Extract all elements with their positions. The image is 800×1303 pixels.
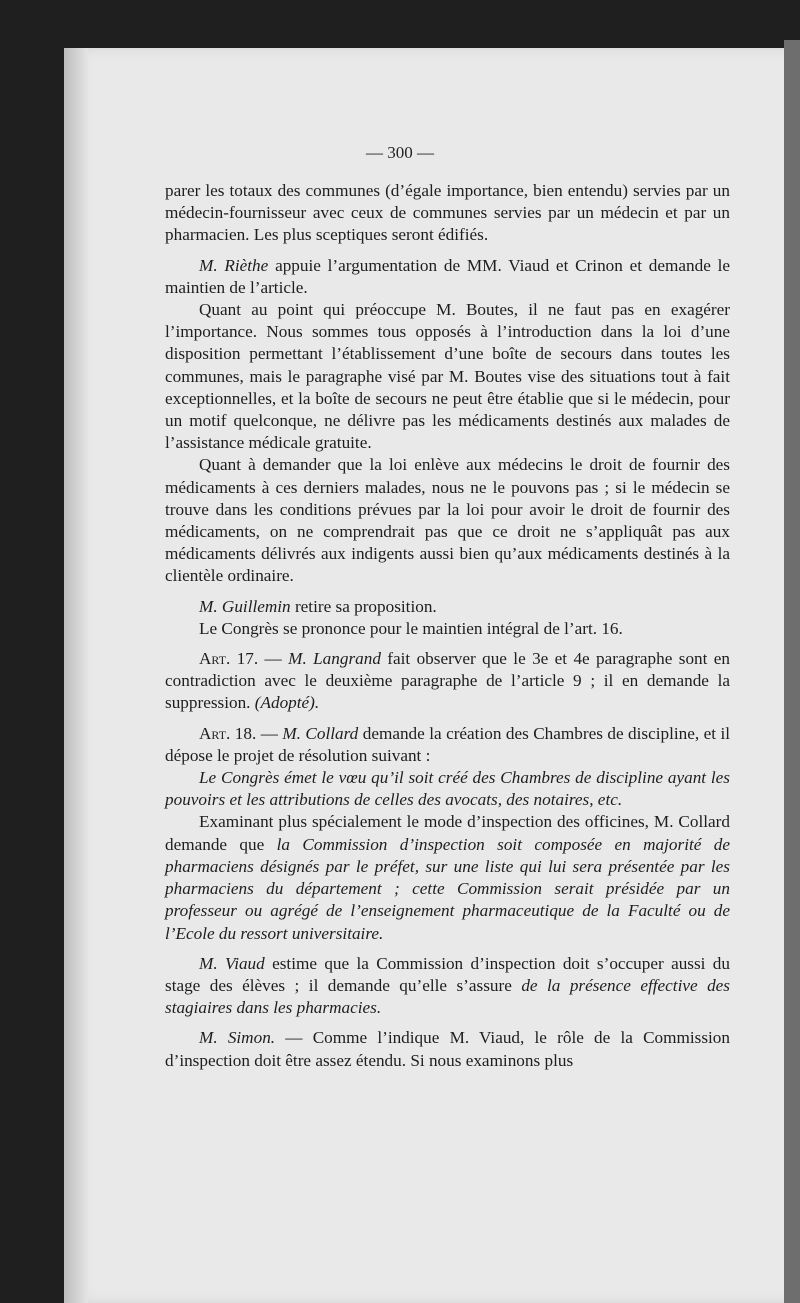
paragraph-1: parer les totaux des communes (d’égale importance, bien entendu) servies par un médecin-fournisseur avec ceux de communes servies par un médecin et par un pharmacien. Les plus sceptiques seront édifiés.	[165, 181, 730, 245]
quoted-proposal: de la présence effective des stagiaires dans les pharmacies.	[165, 975, 730, 1018]
article-label: Art. 17.	[199, 649, 259, 669]
paragraph-12	[165, 1027, 730, 1071]
paragraph-text: appuie l’argumentation de MM. Viaud et Crinon et demande le maintien de l’article.	[165, 255, 731, 297]
article-label: Art. 18.	[199, 723, 257, 743]
paragraph-text: demande la création des Chambres de discipline, et il dépose le projet de résolution suivant :	[165, 723, 731, 765]
paragraph-text: Examinant plus spécialement le mode d’inspection des officines, M. Collard demande que	[165, 812, 730, 854]
paragraph-text: fait observer que le 3e et 4e paragraphe sont en contradiction avec le deuxième paragraphe de l’article 9 ; il en demande la suppression.	[165, 649, 730, 713]
dash: —	[258, 649, 289, 669]
paragraph-7	[165, 648, 730, 715]
speaker-name: M. Rièthe	[199, 255, 269, 275]
page-number: — 300 —	[366, 143, 434, 162]
speaker-name: M. Guillemin	[199, 596, 291, 616]
speaker-name: M. Langrand	[288, 649, 381, 669]
paragraph-3: Quant au point qui préoccupe M. Boutes, il ne faut pas en exagérer l’importance. Nous sommes tous opposés à l’introduction dans la loi d’une disposition permettant l’établissement d’une boîte de secours dans toutes les communes, mais le paragraphe visé par M. Boutes vise des situations tout à fait exceptionnelles, et la boîte de secours ne peut être établie que si le médecin, pour un motif quelconque, ne délivre pas les médicaments destinés aux malades de l’assistance médicale gratuite.	[165, 300, 730, 453]
paragraph-text: retire sa proposition.	[290, 596, 437, 616]
speaker-name: M. Simon.	[199, 1028, 276, 1048]
adjacent-page-edge	[784, 40, 800, 1303]
paragraph-10	[165, 811, 730, 944]
dash: —	[256, 723, 283, 743]
speaker-name: M. Collard	[282, 723, 359, 743]
resolution-quote: Le Congrès émet le vœu qu’il soit créé des Chambres de discipline ayant les pouvoirs et les attributions de celles des avocats, des notaires, etc.	[165, 768, 730, 810]
speaker-name: M. Viaud	[199, 953, 265, 973]
quoted-proposal: la Commission d’inspection soit composée en majorité de pharmaciens désignés par le préfet, sur une liste qui lui sera présentée par les pharmaciens du département ; cette Commission serait présidée par un professeur ou agrégé de l’enseignement pharmaceutique de la Faculté ou de l’Ecole du ressort universitaire.	[165, 834, 730, 943]
paragraph-2	[165, 255, 730, 299]
paragraph-11	[165, 953, 730, 1020]
paragraph-text: — Comme l’indique M. Viaud, le rôle de la Commission d’inspection doit être assez étendu. Si nous examinons plus	[165, 1028, 730, 1070]
page-body	[165, 180, 730, 1072]
page-gutter-shadow	[64, 48, 88, 1303]
paragraph-5	[165, 596, 730, 618]
paragraph-text: estime que la Commission d’inspection doit s’occuper aussi du stage des élèves ; il demande qu’elle s’assure	[165, 953, 730, 995]
paragraph-4: Quant à demander que la loi enlève aux médecins le droit de fournir des médicaments à ces derniers malades, nous ne le pouvons pas ; si le médecin se trouve dans les conditions prévues par la loi pour avoir le droit de fournir des médicaments, on ne comprendrait pas que ce droit ne s’appliquât pas aux médicaments délivrés aux indigents aussi bien qu’aux médicaments destinés à la clientèle ordinaire.	[165, 455, 730, 586]
paragraph-6: Le Congrès se prononce pour le maintien intégral de l’art. 16.	[199, 618, 623, 638]
adopted-note: (Adopté).	[254, 693, 320, 713]
paragraph-8	[165, 723, 730, 767]
